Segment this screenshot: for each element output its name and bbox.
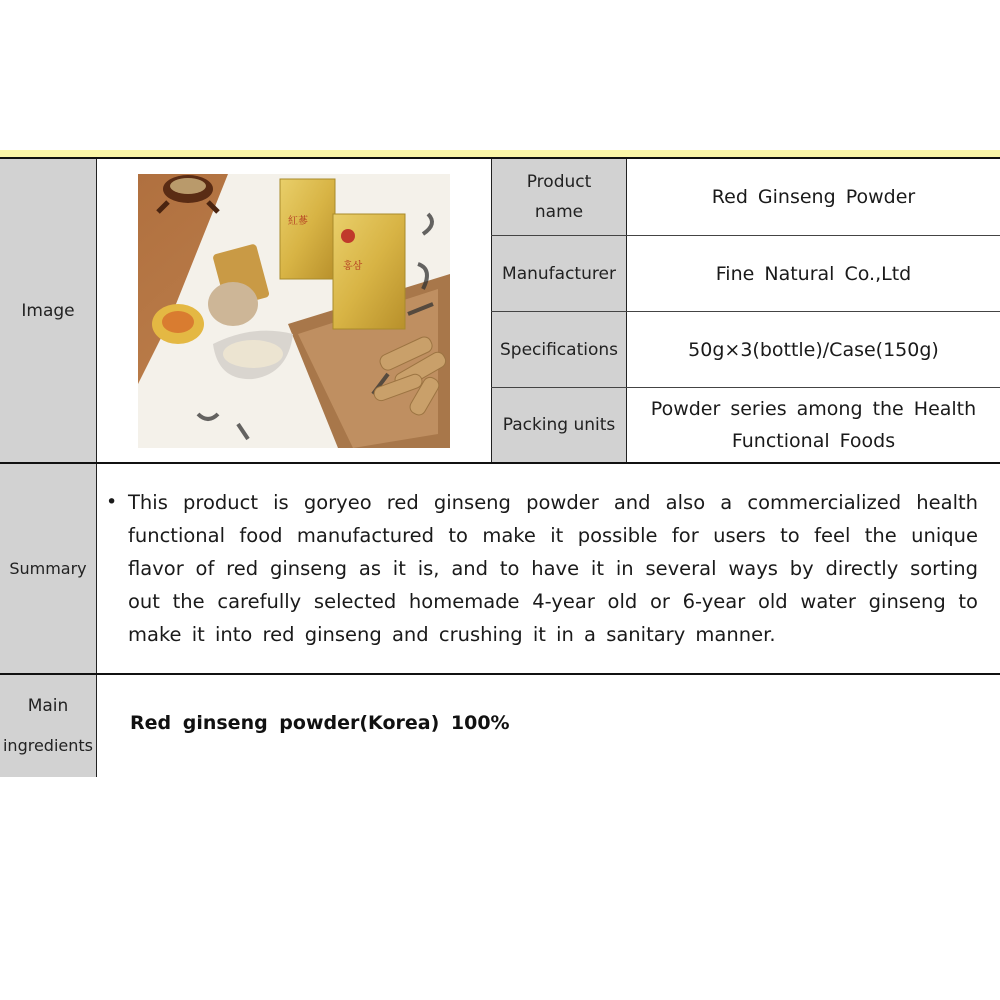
label-text: ingredients: [2, 736, 93, 755]
detail-label-specifications: [492, 312, 626, 387]
row-divider: [491, 235, 1000, 236]
label-text: name: [534, 202, 584, 222]
product-image: [138, 174, 450, 448]
label-text: Packing units: [502, 415, 616, 435]
value-text: Red Ginseng Powder: [711, 186, 916, 208]
detail-value-specifications: [627, 312, 1000, 387]
column-divider: [96, 159, 97, 777]
row-label-image: [0, 159, 96, 462]
label-text: Manufacturer: [502, 263, 616, 284]
detail-label-packing-units: [492, 388, 626, 462]
svg-text:紅蔘: 紅蔘: [288, 216, 308, 227]
row-label-main-ingredients: [0, 675, 96, 777]
row-divider: [0, 673, 1000, 675]
row-label-summary: [0, 464, 96, 673]
detail-label-manufacturer: [492, 236, 626, 311]
label-text: Main: [27, 696, 69, 716]
label-text: Summary: [9, 558, 87, 578]
detail-value-manufacturer: [627, 236, 1000, 311]
summary-text: This product is goryeo red ginseng powder and also a commercialized health functional food manufactured to make it possible for users to feel the unique flavor of red ginseng as it is, and to have it in several ways by directly sorting out the carefully selected homemade 4-year old or 6-year old water ginseng to make it into red ginseng and crushing it in a sanitary manner.: [128, 491, 978, 646]
bullet-icon: •: [106, 491, 118, 513]
accent-bar: [0, 150, 1000, 157]
value-text: Powder series among the Health: [650, 398, 977, 420]
row-divider: [0, 462, 1000, 464]
value-text: Functional Foods: [731, 430, 896, 452]
svg-text:홍삼: 홍삼: [343, 261, 363, 272]
row-divider: [491, 311, 1000, 312]
label-text: Product: [526, 172, 592, 192]
main-ingredients-value: Red ginseng powder(Korea) 100%: [130, 712, 510, 734]
value-text: 50g×3(bottle)/Case(150g): [688, 338, 939, 361]
row-divider: [491, 387, 1000, 388]
value-text: Fine Natural Co.,Ltd: [715, 262, 912, 285]
detail-value-packing-units: [627, 388, 1000, 462]
detail-value-product-name: [627, 159, 1000, 235]
detail-label-product-name: [492, 159, 626, 235]
label-text: Specifications: [499, 339, 618, 360]
label-text: Image: [21, 300, 75, 321]
